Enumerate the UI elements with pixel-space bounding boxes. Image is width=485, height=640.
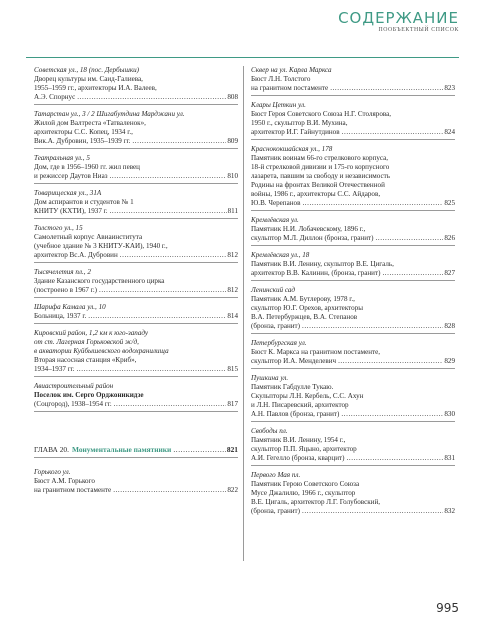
entry-address: Свободы пл. — [251, 427, 288, 435]
entry-page-number: 828 — [444, 322, 455, 330]
entry-leader-line — [251, 507, 455, 516]
entry-text: Мусе Джалилю, 1966 г., скульптор — [251, 489, 356, 497]
toc-entry — [34, 189, 238, 216]
entry-leader-line — [34, 172, 238, 181]
dot-leader — [111, 486, 226, 495]
entry-text: Бюст Героя Советского Союза Н.Г. Столярова, — [251, 110, 392, 118]
entry-page-number: 824 — [444, 128, 455, 136]
entry-page-number: 809 — [227, 137, 238, 145]
toc-entry — [251, 427, 455, 463]
entry-address: Сквер на ул. Карла Маркса — [251, 66, 332, 74]
chapter-page-number: 821 — [226, 445, 238, 454]
entry-page-number: 831 — [444, 454, 455, 462]
dot-leader — [130, 137, 226, 146]
entry-text: и Л.Н. Писаревский, архитектор — [251, 401, 349, 409]
entry-text: (Соцгород), 1938–1954 гг. — [34, 400, 112, 408]
entry-text: Скульпторы Л.Н. Кербель, С.С. Ахун — [251, 392, 364, 400]
entry-text: Самолетный корпус Авиаинститута — [34, 233, 143, 241]
entry-text: 18-й стрелковой дивизии и 175-го корпусного — [251, 163, 390, 171]
dot-leader — [118, 251, 227, 260]
dot-leader — [86, 312, 226, 321]
entry-text: Больница, 1937 г. — [34, 312, 87, 320]
entry-text: Памятник Габдулле Тукаю. — [251, 383, 334, 391]
toc-entry — [34, 268, 238, 295]
dot-leader — [97, 286, 226, 295]
right-column — [251, 66, 455, 516]
entry-text: на гранитном постаменте — [251, 84, 329, 92]
entry-leader-line — [251, 454, 455, 463]
entry-text: и режиссер Даутов Ниаз — [34, 172, 108, 180]
section-title: СОДЕРЖАНИЕ — [338, 9, 459, 27]
entry-text: КНИТУ (КХТИ), 1937 г. — [34, 207, 108, 215]
entry-address: Петербургская ул. — [251, 339, 307, 347]
entry-address: Театральная ул., 5 — [34, 154, 90, 162]
dot-leader — [108, 172, 227, 181]
toc-entry — [251, 471, 455, 516]
entry-text: (бронза, гранит) — [251, 322, 301, 330]
entry-text: скульптор Ю.Г. Орехов, архитекторы — [251, 304, 364, 312]
entry-address: в акватории Куйбышевского водохранилища — [34, 347, 169, 355]
section-subtitle: ПООБЪЕКТНЫЙ СПИСОК — [378, 27, 459, 33]
dot-leader — [108, 207, 227, 216]
dot-leader — [300, 507, 443, 516]
entry-text: Дворец культуры им. Саид-Галиева, — [34, 75, 143, 83]
entry-leader-line — [251, 199, 455, 208]
entry-text: (бронза, гранит) — [251, 507, 301, 515]
entry-address: Горького ул. — [34, 468, 71, 476]
toc-entry — [251, 251, 455, 278]
entry-address: Первого Мая пл. — [251, 471, 301, 479]
column-divider — [243, 66, 244, 561]
chapter-heading — [34, 445, 238, 454]
dot-leader — [112, 400, 227, 409]
entry-text: архитектор И.Г. Гайнутдинов — [251, 128, 340, 136]
entry-text: А.И. Гегелло (бронза, кварцит) — [251, 454, 345, 462]
entry-text: Памятник воинам 66-го стрелкового корпуса, — [251, 154, 389, 162]
entry-address: Татарстан ул., 3 / 2 Шигабутдина Марджани ул. — [34, 110, 185, 118]
toc-entry — [34, 329, 238, 374]
dot-leader — [300, 322, 443, 331]
entry-text: Бюст К. Маркса на гранитном постаменте, — [251, 348, 381, 356]
entry-text: Дом аспирантов и студентов № 1 — [34, 198, 134, 206]
dot-leader — [75, 365, 227, 374]
toc-entry — [34, 303, 238, 321]
entry-leader-line — [251, 410, 455, 419]
entry-text: архитектор Вс.А. Дубровин — [34, 251, 118, 259]
entry-leader-line — [34, 365, 238, 374]
toc-entry — [251, 145, 455, 208]
dot-leader — [300, 199, 443, 208]
chapter-label: ГЛАВА 20. — [34, 445, 69, 454]
entry-text: Дом, где в 1956–1960 гг. жил певец — [34, 163, 140, 171]
entry-leader-line — [34, 137, 238, 146]
dot-leader — [75, 93, 226, 102]
entry-page-number: 832 — [444, 507, 455, 515]
entry-leader-line — [34, 400, 238, 409]
toc-entry — [34, 66, 238, 102]
entry-text: Памятник Герою Советского Союза — [251, 480, 360, 488]
entry-text: Вторая насосная станция «Криб», — [34, 356, 137, 364]
entry-page-number: 822 — [227, 486, 238, 494]
entry-address: Краснококшайская ул., 178 — [251, 145, 333, 153]
entry-address: Ленинский сад — [251, 286, 295, 294]
entry-text: Ю.В. Черепанов — [251, 199, 301, 207]
entry-text: войны, 1986 г., архитекторы С.С. Айдаров, — [251, 190, 381, 198]
entry-page-number: 808 — [227, 93, 238, 101]
entry-leader-line — [251, 84, 455, 93]
dot-leader — [328, 84, 443, 93]
entry-leader-line — [251, 322, 455, 331]
entry-address: Шарифа Камала ул., 10 — [34, 303, 106, 311]
toc-entry — [251, 339, 455, 366]
entry-address: Авиастроительный район — [34, 382, 114, 390]
entry-leader-line — [251, 234, 455, 243]
entry-page-number: 825 — [444, 199, 455, 207]
entry-page-number: 814 — [227, 312, 238, 320]
toc-entry — [34, 110, 238, 146]
entry-text: скульптор П.П. Яцыно, архитектор — [251, 445, 357, 453]
entry-address: Товарищеская ул., 31А — [34, 189, 102, 197]
toc-entry — [251, 374, 455, 419]
dot-leader — [340, 128, 444, 137]
toc-entry — [34, 224, 238, 260]
entry-text: на гранитном постаменте — [34, 486, 112, 494]
entry-text: Вик.А. Дубровин, 1935–1939 гг. — [34, 137, 131, 145]
entry-text: В.Е. Цигаль, архитектор Л.Г. Голубовский, — [251, 498, 381, 506]
entry-text: лазарета, павшим за свободу и независимость — [251, 172, 390, 180]
entry-page-number: 830 — [444, 410, 455, 418]
entry-leader-line — [34, 251, 238, 260]
entry-leader-line — [34, 286, 238, 295]
dot-leader — [339, 410, 443, 419]
entry-bold-title: Поселок им. Серго Орджоникидзе — [34, 391, 144, 399]
entry-page-number: 811 — [227, 207, 238, 215]
entry-address: Кировский район, 1,2 км к юго-западу — [34, 329, 149, 337]
dot-leader — [373, 234, 443, 243]
entry-text: скульптор М.Л. Диллон (бронза, гранит) — [251, 234, 374, 242]
entry-page-number: 817 — [227, 400, 238, 408]
entry-address: Толстого ул., 15 — [34, 224, 83, 232]
entry-address: Клары Цеткин ул. — [251, 101, 306, 109]
entry-text: 1950 г., скульптор В.И. Мухина, — [251, 119, 348, 127]
entry-address: Тысячелетия пл., 2 — [34, 268, 91, 276]
entry-page-number: 810 — [227, 172, 238, 180]
entry-address: Кремлёвская ул., 18 — [251, 251, 310, 259]
entry-text: Памятник В.И. Ленину, 1954 г., — [251, 436, 346, 444]
toc-entry — [34, 468, 238, 495]
dot-leader — [344, 454, 443, 463]
entry-leader-line — [251, 357, 455, 366]
entry-text: Бюст Л.Н. Толстого — [251, 75, 311, 83]
toc-entry — [251, 66, 455, 93]
entry-text: Памятник В.И. Ленину, скульптор В.Е. Цигаль, — [251, 260, 394, 268]
dot-leader — [380, 269, 443, 278]
entry-text: (учебное здание № 3 КНИТУ-КАИ), 1940 г., — [34, 242, 168, 250]
dot-leader — [336, 357, 443, 366]
entry-page-number: 827 — [444, 269, 455, 277]
entry-leader-line — [251, 269, 455, 278]
entry-address: Пушкина ул. — [251, 374, 289, 382]
dot-leader — [171, 445, 226, 454]
entry-text: В.А. Петербуржцев, В.А. Степанов — [251, 313, 358, 321]
page-header — [338, 10, 459, 33]
chapter-title: Монументальные памятники — [71, 445, 172, 454]
entry-text: архитекторы С.С. Копец, 1934 г., — [34, 128, 133, 136]
entry-text: архитектор В.В. Калинин, (бронза, гранит) — [251, 269, 381, 277]
left-column — [34, 66, 238, 495]
entry-text: 1934–1937 гг. — [34, 365, 75, 373]
entry-page-number: 812 — [227, 251, 238, 259]
entry-text: Памятник А.М. Бутлерову, 1978 г., — [251, 295, 355, 303]
toc-entry — [251, 101, 455, 137]
toc-entry — [34, 382, 238, 409]
entry-page-number: 815 — [227, 365, 238, 373]
entry-address: Кремлёвская ул. — [251, 216, 299, 224]
entry-leader-line — [251, 128, 455, 137]
entry-text: Здание Казанского государственного цирка — [34, 277, 165, 285]
entry-text: Жилой дом Валтреста «Татваленок», — [34, 119, 146, 127]
entry-text: А.Э. Спорнус — [34, 93, 76, 101]
entry-page-number: 829 — [444, 357, 455, 365]
header-rule — [26, 57, 459, 58]
entry-page-number: 823 — [444, 84, 455, 92]
page-number: 995 — [436, 601, 459, 615]
entry-leader-line — [34, 93, 238, 102]
entry-page-number: 812 — [227, 286, 238, 294]
toc-entry — [251, 216, 455, 243]
toc-entry — [251, 286, 455, 331]
entry-text: А.Н. Павлов (бронза, гранит) — [251, 410, 340, 418]
entry-text: скульптор И.А. Менделевич — [251, 357, 337, 365]
entry-text: Бюст А.М. Горького — [34, 477, 95, 485]
entry-leader-line — [34, 312, 238, 321]
entry-address: от ст. Лагерная Горьковской ж/д, — [34, 338, 139, 346]
entry-leader-line — [34, 486, 238, 495]
entry-page-number: 826 — [444, 234, 455, 242]
entry-leader-line — [34, 207, 238, 216]
entry-text: (построено в 1967 г.) — [34, 286, 97, 294]
entry-address: Советская ул., 18 (пос. Дербышки) — [34, 66, 140, 74]
entry-text: 1955–1959 гг., архитекторы И.А. Валеев, — [34, 84, 157, 92]
entry-text: Памятник Н.И. Лобачевскому, 1896 г., — [251, 225, 366, 233]
entry-text: Родины на фронтах Великой Отечественной — [251, 181, 385, 189]
toc-entry — [34, 154, 238, 181]
